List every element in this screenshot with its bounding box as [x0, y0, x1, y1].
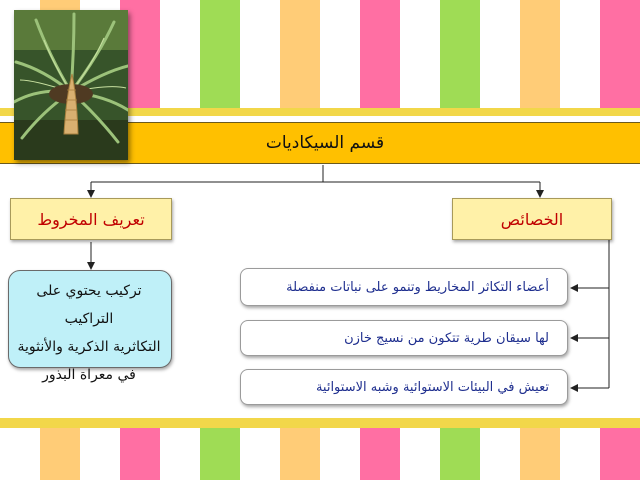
- cone-definition-heading: تعريف المخروط: [37, 209, 145, 229]
- cone-definition-heading-box: [10, 198, 172, 240]
- characteristic-item-text: تعيش في البيئات الاستوائية وشبه الاستوائية: [315, 379, 549, 395]
- characteristics-heading: الخصائص: [500, 209, 564, 229]
- characteristics-heading-box: [452, 198, 612, 240]
- characteristic-item-3: [240, 369, 568, 405]
- characteristic-item-1: [240, 268, 568, 306]
- diagram-title: قسم السيكاديات: [265, 133, 385, 153]
- cone-definition-line: تركيب يحتوي على التراكيب: [36, 283, 142, 327]
- characteristic-item-text: لها سيقان طرية تتكون من نسيج خازن: [344, 330, 549, 346]
- cone-definition-box: [8, 270, 172, 383]
- cone-definition-line: في معراة البذور: [42, 367, 136, 383]
- cone-definition-line: التكاثرية الذكرية والأنثوية: [17, 339, 161, 355]
- characteristic-item-2: [240, 320, 568, 356]
- characteristic-item-text: أعضاء التكاثر المخاريط وتنمو على نباتات منفصلة: [286, 279, 549, 295]
